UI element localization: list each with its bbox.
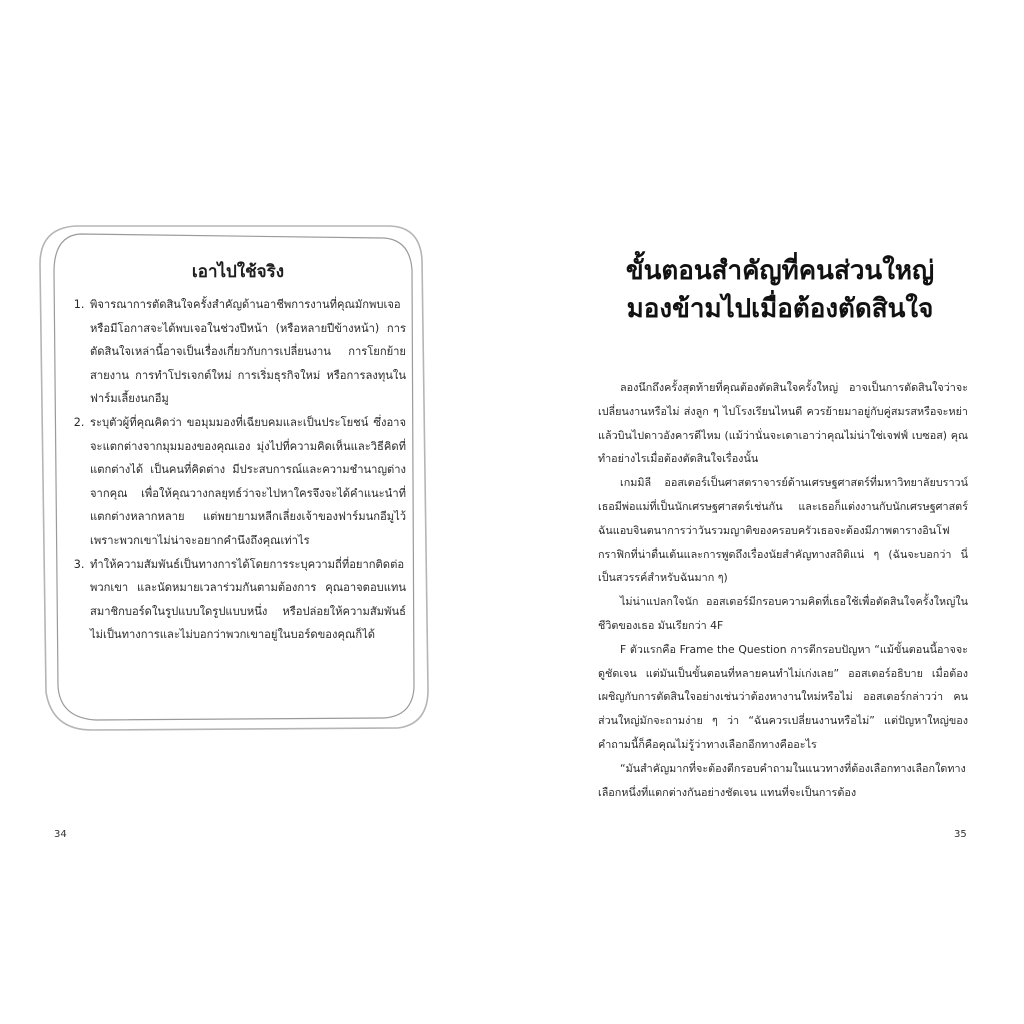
body-paragraph: F ตัวแรกคือ Frame the Question การตีกรอบปัญหา “แม้ขั้นตอนนี้อาจจะดูชัดเจน แต่มันเป็นขั้นตอนที่หลายคนทำไม่เก่งเลย” ออสเตอร์อธิบาย เมื่อต้องเผชิญกับการตัดสินใจอย่างเช่นว่าต้องหางานใหม่หรือไม่ ออสเตอร์กล่าวว่า คนส่วนใหญ่มักจะถามง่าย ๆ ว่า “ฉันควรเปลี่ยนงานหรือไม่” แต่ปัญหาใหญ่ของคำถามนี้ก็คือคุณไม่รู้ว่าทางเลือกอีกทางคืออะไร bbox=[598, 642, 968, 751]
body-paragraph: ลองนึกถึงครั้งสุดท้ายที่คุณต้องตัดสินใจครั้งใหญ่ อาจเป็นการตัดสินใจว่าจะเปลี่ยนงานหรือไม่ ส่งลูก ๆ ไปโรงเรียนไหนดี ควรย้ายมาอยู่กับคู่สมรสหรือจะหย่าแล้วบินไปดาวอังคารดีไหม (แม้ว่านั่นจะเดาเอาว่าคุณไม่น่าใช่เจฟฟ์ เบซอส) คุณทำอย่างไรเมื่อต้องตัดสินใจเรื่องนั้น bbox=[598, 381, 968, 466]
body-text bbox=[598, 376, 968, 804]
callout-title: เอาไปใช้จริง bbox=[191, 262, 285, 282]
body-paragraph: เกมมิลี ออสเตอร์เป็นศาสตราจารย์ด้านเศรษฐศาสตร์ที่มหาวิทยาลัยบราวน์ เธอมีพ่อแม่ที่เป็นนักเศรษฐศาสตร์เช่นกัน และเธอก็แต่งงานกับนักเศรษฐศาสตร์ ฉันแอบจินตนาการว่าวันรวมญาติของครอบครัวเธอจะต้องมีภาพตารางอินโฟกราฟิกที่น่าตื่นเต้นและการพูดถึงเรื่องนัยสำคัญทางสถิติแน่ ๆ (ฉันจะบอกว่า นี่เป็นสวรรค์สำหรับฉันมาก ๆ) bbox=[598, 476, 968, 585]
callout-item: 3. ทำให้ความสัมพันธ์เป็นทางการได้โดยการระบุความถี่ที่อยากติดต่อพวกเขา และนัดหมายเวลาร่วมกันตามต้องการ คุณอาจตอบแทนสมาชิกบอร์ดในรูปแบบใดรูปแบบหนึ่ง หรือปล่อยให้ความสัมพันธ์ไม่เป็นทางการและไม่บอกว่าพวกเขาอยู่ในบอร์ดของคุณก็ได้ bbox=[88, 553, 406, 647]
body-paragraph: ไม่น่าแปลกใจนัก ออสเตอร์มีกรอบความคิดที่เธอใช้เพื่อตัดสินใจครั้งใหญ่ในชีวิตของเธอ มันเรียกว่า 4F bbox=[598, 595, 968, 632]
chapter-title-line-1: ขั้นตอนสำคัญที่คนส่วนใหญ่ bbox=[625, 256, 935, 286]
callout-list bbox=[70, 293, 406, 647]
page-number-right: 35 bbox=[954, 829, 967, 840]
chapter-title-line-2: มองข้ามไปเมื่อต้องตัดสินใจ bbox=[626, 294, 934, 324]
callout-item: 1. พิจารณาการตัดสินใจครั้งสำคัญด้านอาชีพการงานที่คุณมักพบเจอ หรือมีโอกาสจะได้พบเจอในช่วงปีหน้า (หรือหลายปีข้างหน้า) การตัดสินใจเหล่านี้อาจเป็นเรื่องเกี่ยวกับการเปลี่ยนงาน การโยกย้ายสายงาน การทำโปรเจกต์ใหม่ การเริ่มธุรกิจใหม่ หรือการลงทุนในฟาร์มเลี้ยงนกอีมู bbox=[88, 293, 406, 411]
chapter-title bbox=[580, 252, 980, 328]
callout-box bbox=[70, 252, 406, 692]
page-number-left: 34 bbox=[54, 829, 67, 840]
body-paragraph: “มันสำคัญมากที่จะต้องตีกรอบคำถามในแนวทางที่ต้องเลือกทางเลือกใดทางเลือกหนึ่งที่แตกต่างกันอย่างชัดเจน แทนที่จะเป็นการต้อง bbox=[598, 761, 966, 799]
callout-item: 2. ระบุตัวผู้ที่คุณคิดว่า ขอมุมมองที่เฉียบคมและเป็นประโยชน์ ซึ่งอาจจะแตกต่างจากมุมมองของคุณเอง มุ่งไปที่ความคิดเห็นและวิธีคิดที่แตกต่างได้ เป็นคนที่คิดต่าง มีประสบการณ์และความชำนาญต่างจากคุณ เพื่อให้คุณวางกลยุทธ์ว่าจะไปหาใครจึงจะได้คำแนะนำที่แตกต่างหลากหลาย แต่พยายามหลีกเลี่ยงเจ้าของฟาร์มนกอีมูไว้ เพราะพวกเขาไม่น่าจะอยากคำนึงถึงคุณเท่าไร bbox=[88, 411, 406, 553]
